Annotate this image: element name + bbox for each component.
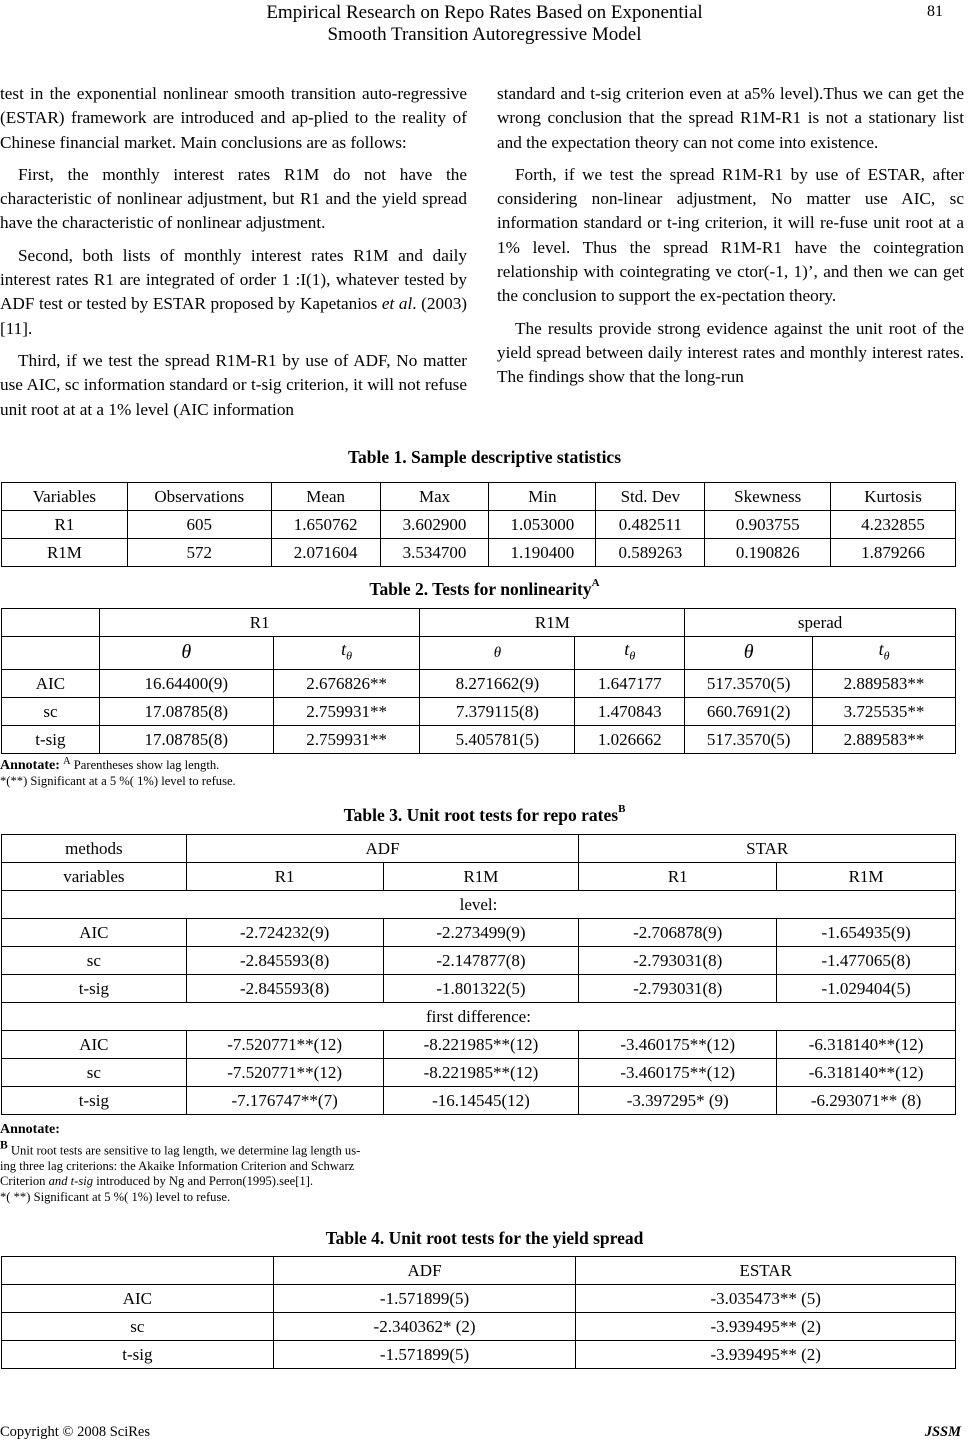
table3-methods-row	[2, 835, 956, 863]
left-paragraph-2: First, the monthly interest rates R1M do not have the characteristic of nonlinear adjustment, but R1 and the yield spread have the characteristic of nonlinear adjustment.	[0, 164, 467, 233]
table-cell: 1.879266	[831, 539, 956, 567]
table-cell: -3.397295* (9)	[579, 1087, 777, 1115]
table-cell: 16.64400(9)	[99, 669, 273, 697]
table-cell: -7.176747**(7)	[186, 1087, 383, 1115]
table-row	[2, 539, 956, 567]
t-glyph	[341, 639, 353, 663]
table-cell: AIC	[2, 919, 187, 947]
table-row	[2, 1031, 956, 1059]
table3-methods-label: methods	[2, 835, 187, 863]
table-cell: -2.793031(8)	[579, 975, 777, 1003]
table-cell: 5.405781(5)	[420, 725, 575, 753]
table2-annotation	[0, 754, 236, 789]
table-cell: 0.589263	[596, 539, 705, 567]
table-cell-empty	[2, 1257, 274, 1285]
left-paragraph-3-text-b: . (2003) [11].	[0, 294, 468, 338]
table3-level-row	[2, 891, 956, 919]
table4	[1, 1256, 956, 1369]
table-cell: R1M	[777, 863, 956, 891]
table-cell: 1.647177	[575, 669, 685, 697]
table-cell: -2.273499(9)	[383, 919, 579, 947]
table3	[1, 834, 956, 1115]
table-cell: 2.889583**	[813, 669, 956, 697]
table-cell: -3.035473** (5)	[576, 1285, 956, 1313]
table-cell: -2.845593(8)	[186, 947, 383, 975]
table-cell: AIC	[2, 1031, 187, 1059]
table-cell: -3.939495** (2)	[576, 1341, 956, 1369]
table-cell: -2.340362* (2)	[273, 1313, 576, 1341]
table3-star-header: STAR	[579, 835, 956, 863]
t-theta-symbol	[273, 637, 420, 670]
table-cell: 4.232855	[831, 511, 956, 539]
table-cell: -3.460175**(12)	[579, 1031, 777, 1059]
table-row	[2, 947, 956, 975]
table3-caption-text: Table 3. Unit root tests for repo rates	[343, 805, 619, 825]
theta-subscript: θ	[629, 648, 636, 663]
t-glyph	[878, 639, 890, 663]
table2-group-r1m: R1M	[420, 609, 685, 637]
table-row	[2, 1285, 956, 1313]
table-cell: t-sig	[2, 1087, 187, 1115]
table-cell: 605	[127, 511, 271, 539]
note-text: Parentheses show lag length.	[70, 758, 220, 773]
table-cell: sc	[2, 697, 100, 725]
table-cell: AIC	[2, 669, 100, 697]
table-cell: -3.939495** (2)	[576, 1313, 956, 1341]
t-letter: t	[341, 639, 347, 659]
table-cell: R1M	[2, 539, 128, 567]
table-cell: 2.071604	[271, 539, 380, 567]
table-cell: -1.801322(5)	[383, 975, 579, 1003]
table-row	[2, 511, 956, 539]
table-cell: -6.293071** (8)	[777, 1087, 956, 1115]
table-cell: 2.759931**	[273, 725, 420, 753]
table-cell: -2.147877(8)	[383, 947, 579, 975]
note-label: Annotate:	[0, 1122, 60, 1137]
note-label: Annotate:	[0, 758, 60, 774]
t-letter: t	[878, 639, 884, 659]
table-cell: 1.650762	[271, 511, 380, 539]
t-theta-symbol	[575, 637, 685, 670]
right-column	[497, 82, 964, 398]
table-cell: -7.520771**(12)	[186, 1059, 383, 1087]
table-cell: 17.08785(8)	[99, 697, 273, 725]
table3-caption	[0, 805, 969, 826]
table-cell: R1	[2, 511, 128, 539]
table-cell: 1.190400	[489, 539, 596, 567]
running-title-line2: Smooth Transition Autoregressive Model	[327, 24, 642, 45]
page-number: 81	[927, 3, 943, 20]
table-row	[2, 669, 956, 697]
theta-glyph: θ	[493, 645, 502, 662]
page-header	[0, 0, 969, 52]
table-cell: 3.534700	[380, 539, 489, 567]
table-row	[2, 1313, 956, 1341]
table-cell: sc	[2, 1313, 274, 1341]
table2-group-r1: R1	[99, 609, 420, 637]
table-cell: 0.903755	[705, 511, 831, 539]
table-row	[2, 697, 956, 725]
citation-etal: et al	[381, 294, 413, 314]
table-cell: R1	[579, 863, 777, 891]
table3-variables-row	[2, 863, 956, 891]
table-cell: 7.379115(8)	[420, 697, 575, 725]
table-cell: -1.654935(9)	[777, 919, 956, 947]
table1-header-cell: Observations	[127, 483, 271, 511]
note-text-italic: and t-sig	[48, 1174, 94, 1189]
table-row	[2, 1341, 956, 1369]
theta-symbol	[99, 637, 273, 670]
table2-symbol-row	[2, 637, 956, 670]
table-row	[2, 1087, 956, 1115]
table-cell: 572	[127, 539, 271, 567]
table-cell: t-sig	[2, 975, 187, 1003]
note-text: Unit root tests are sensitive to lag length, we determine lag length us-	[7, 1143, 361, 1158]
table-cell: -7.520771**(12)	[186, 1031, 383, 1059]
theta-symbol	[420, 637, 575, 670]
table-cell-empty	[2, 609, 100, 637]
table-cell: 0.190826	[705, 539, 831, 567]
left-paragraph-4: Third, if we test the spread R1M-R1 by use of ADF, No matter use AIC, sc information standard or t-sig criterion, it will not refuse unit root at at a 1% level (AIC information	[0, 350, 467, 419]
table3-note-line1	[0, 1138, 360, 1159]
table1-header-cell: Std. Dev	[596, 483, 705, 511]
table2-caption-text: Table 2. Tests for nonlinearity	[369, 579, 592, 599]
table-cell: -1.571899(5)	[273, 1285, 576, 1313]
table-cell: 2.676826**	[273, 669, 420, 697]
table-cell: 1.026662	[575, 725, 685, 753]
left-paragraph-3	[0, 244, 467, 341]
table1-header-cell: Max	[380, 483, 489, 511]
table-cell: -6.318140**(12)	[777, 1059, 956, 1087]
table2-note-line1	[0, 754, 236, 774]
right-paragraph-1: standard and t-sig criterion even at a5% level).Thus we can get the wrong conclusion that the spread R1M-R1 is not a stationary list and the expectation theory can not come into existence.	[497, 84, 964, 152]
table3-note-line4: *( **) Significant at 5 %( 1%) level to refuse.	[0, 1189, 231, 1204]
table-cell: t-sig	[2, 1341, 274, 1369]
table-cell: R1	[186, 863, 383, 891]
table-cell: -8.221985**(12)	[383, 1059, 579, 1087]
table-cell: -8.221985**(12)	[383, 1031, 579, 1059]
running-title-line1: Empirical Research on Repo Rates Based on Exponential	[266, 2, 703, 23]
table1-header-cell: Mean	[271, 483, 380, 511]
table2-note-line2: *(**) Significant at a 5 %( 1%) level to refuse.	[0, 773, 236, 788]
table1-header-cell: Variables	[2, 483, 128, 511]
table-cell: -2.724232(9)	[186, 919, 383, 947]
theta-symbol	[685, 637, 813, 670]
note-sup: A	[63, 756, 71, 767]
table-cell: -1.029404(5)	[777, 975, 956, 1003]
table-cell: -2.793031(8)	[579, 947, 777, 975]
table3-variables-label: variables	[2, 863, 187, 891]
journal-abbreviation: JSSM	[924, 1424, 961, 1440]
right-paragraph-3: The results provide strong evidence against the unit root of the yield spread between daily interest rates and monthly interest rates. The findings show that the long-run	[497, 318, 964, 387]
table-cell: 660.7691(2)	[685, 697, 813, 725]
table-cell: -1.477065(8)	[777, 947, 956, 975]
table-cell: -3.460175**(12)	[579, 1059, 777, 1087]
left-column	[0, 82, 467, 430]
table2-caption-sup: A	[591, 577, 600, 590]
table1-header-cell: Skewness	[705, 483, 831, 511]
table-cell: -6.318140**(12)	[777, 1031, 956, 1059]
table-cell: AIC	[2, 1285, 274, 1313]
table-cell: 517.3570(5)	[685, 669, 813, 697]
table-cell: -1.571899(5)	[273, 1341, 576, 1369]
table-cell: 2.889583**	[813, 725, 956, 753]
table1-header-cell: Min	[489, 483, 596, 511]
table4-header-cell: ESTAR	[576, 1257, 956, 1285]
table4-header-row	[2, 1257, 956, 1285]
note-sup-letter: B	[0, 1138, 8, 1152]
table3-note-line3	[0, 1174, 360, 1190]
table-cell: 517.3570(5)	[685, 725, 813, 753]
left-paragraph-1: test in the exponential nonlinear smooth transition auto-regressive (ESTAR) framework are introduced and ap-plied to the reality of Chinese financial market. Main conclusions are as follows:	[0, 84, 467, 152]
table-cell: R1M	[383, 863, 579, 891]
table-row	[2, 919, 956, 947]
table-cell: sc	[2, 947, 187, 975]
table-cell-empty	[2, 637, 100, 670]
left-paragraph-3-text-a: Second, both lists of monthly interest rates R1M and daily interest rates R1 are integrated of order 1 :I(1), whatever tested by ADF test or tested by ESTAR proposed by Kapetanios	[0, 245, 467, 314]
table3-adf-header: ADF	[186, 835, 579, 863]
table-cell: 3.725535**	[813, 697, 956, 725]
table-row	[2, 975, 956, 1003]
table3-note-label-line	[0, 1122, 360, 1138]
table4-caption: Table 4. Unit root tests for the yield spread	[325, 1228, 644, 1248]
note-text-b: introduced by Ng and Perron(1995).see[1].	[93, 1174, 314, 1189]
table-cell: 2.759931**	[273, 697, 420, 725]
table2	[1, 608, 956, 754]
table-cell: -2.706878(9)	[579, 919, 777, 947]
theta-glyph: θ	[181, 641, 192, 664]
table3-annotation	[0, 1122, 360, 1205]
table-cell: 0.482511	[596, 511, 705, 539]
table-cell: 3.602900	[380, 511, 489, 539]
theta-glyph: θ	[743, 641, 754, 664]
table2-group-spread: sperad	[685, 609, 956, 637]
table-cell: -2.845593(8)	[186, 975, 383, 1003]
table3-caption-sup: B	[618, 803, 626, 816]
table-row	[2, 1059, 956, 1087]
note-sup	[0, 1138, 8, 1158]
table-row	[2, 725, 956, 753]
table3-note-line2: ing three lag criterions: the Akaike Information Criterion and Schwarz	[0, 1158, 355, 1173]
table-cell: sc	[2, 1059, 187, 1087]
theta-subscript: θ	[883, 648, 890, 663]
note-text-a: Criterion	[0, 1174, 49, 1189]
table1	[1, 482, 956, 567]
table3-diff-row	[2, 1003, 956, 1031]
table-cell: 17.08785(8)	[99, 725, 273, 753]
table-cell: 8.271662(9)	[420, 669, 575, 697]
table-cell: -16.14545(12)	[383, 1087, 579, 1115]
table1-header-row	[2, 483, 956, 511]
table3-level-label: level:	[2, 891, 956, 919]
t-letter: t	[624, 639, 630, 659]
table4-header-cell: ADF	[273, 1257, 576, 1285]
t-theta-symbol	[813, 637, 956, 670]
table-cell: 1.053000	[489, 511, 596, 539]
right-paragraph-2: Forth, if we test the spread R1M-R1 by use of ESTAR, after considering non-linear adjustment, No matter use AIC, sc information standard or t-ing criterion, it will re-fuse unit root at a 1% level. Thus the spread R1M-R1 have the cointegration relationship with cointegrating ve ctor(-1, 1)’, and then we can get the conclusion to support the ex-pectation theory.	[497, 164, 964, 306]
theta-subscript: θ	[346, 648, 353, 663]
table2-group-row	[2, 609, 956, 637]
table1-header-cell: Kurtosis	[831, 483, 956, 511]
table2-caption	[0, 579, 969, 600]
table3-diff-label: first difference:	[2, 1003, 956, 1031]
table-cell: 1.470843	[575, 697, 685, 725]
copyright-notice: Copyright © 2008 SciRes	[0, 1424, 150, 1440]
table1-caption: Table 1. Sample descriptive statistics	[347, 447, 622, 467]
t-glyph	[624, 639, 636, 663]
table-cell: t-sig	[2, 725, 100, 753]
